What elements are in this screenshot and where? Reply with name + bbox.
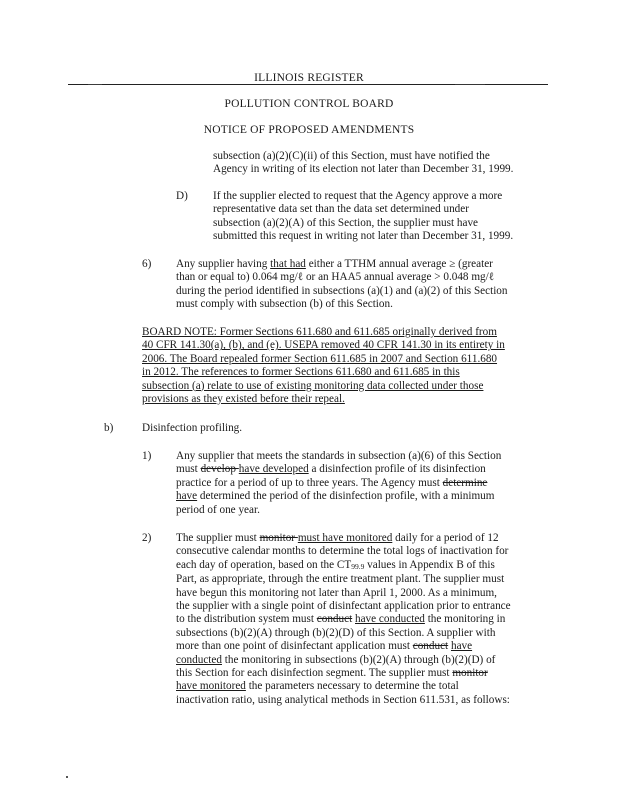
- text-line: inactivation ratio, using analytical methods in Section 611.531, as follows:: [176, 693, 510, 706]
- inserted-text: have: [176, 490, 198, 503]
- text-line: representative data set than the data set determined under: [213, 203, 469, 216]
- text-line: in 2012. The references to former Sections 611.680 and 611.685 in this: [142, 366, 460, 379]
- text-line: consecutive calendar months to determine the total logs of inactivation for: [176, 545, 509, 558]
- text-line: practice for a period of up to three years. The Agency must determine: [176, 476, 488, 489]
- item-b1-marker: 1): [142, 450, 152, 462]
- deleted-text: conduct: [412, 640, 449, 653]
- deleted-text: monitor: [259, 532, 298, 544]
- inserted-text: have developed: [238, 463, 309, 476]
- item-b2-marker: 2): [142, 532, 152, 544]
- text-line: subsection (a)(2)(A) of this Section, the supplier must have: [213, 216, 479, 229]
- text-line: the supplier with a single point of disinfectant application prior to entrance: [176, 600, 511, 613]
- text-line: subsection (a) relate to use of existing monitoring data collected under those: [142, 379, 484, 392]
- text-line: Any supplier having that had either a TTHM annual average ≥ (greater: [176, 258, 493, 270]
- text-line: have begun this monitoring not later than April 1, 2000. As a minimum,: [176, 586, 497, 599]
- scan-speck: [66, 776, 68, 778]
- inserted-text: that had: [270, 258, 306, 270]
- text-line: more than one point of disinfectant application must conduct have: [176, 640, 473, 653]
- item-6-paragraph: [176, 258, 508, 312]
- text-line: provisions as they existed before their repeal.: [142, 393, 345, 406]
- item-d-paragraph: [213, 190, 513, 244]
- text-line: If the supplier elected to request that the Agency approve a more: [213, 190, 503, 202]
- section-b-title: Disinfection profiling.: [142, 422, 243, 434]
- text-line: than or equal to) 0.064 mg/ℓ or an HAA5 annual average > 0.048 mg/ℓ: [176, 271, 495, 284]
- text-line: Part, as appropriate, through the entire treatment plant. The supplier must: [176, 573, 505, 586]
- item-6-marker: 6): [142, 258, 152, 270]
- inserted-text: have conducted: [355, 613, 425, 626]
- scan-speck: [88, 84, 102, 85]
- deleted-text: conduct: [316, 613, 353, 626]
- inserted-text: conducted: [176, 653, 222, 666]
- text-line: Agency in writing of its election not later than December 31, 1999.: [213, 163, 514, 176]
- text-line: each day of operation, based on the CT99.9 values in Appendix B of this: [176, 558, 495, 571]
- deleted-text: develop: [200, 463, 239, 476]
- inserted-text: have: [450, 640, 473, 653]
- text-line: subsections (b)(2)(A) through (b)(2)(D) of this Section. A supplier with: [176, 626, 496, 639]
- text-line: this Section for each disinfection segment. The supplier must monitor: [176, 667, 488, 680]
- item-d-marker: D): [176, 190, 188, 202]
- item-b2-paragraph: [176, 532, 511, 707]
- text-line: have monitored the parameters necessary to determine the total: [176, 680, 459, 693]
- text-line: The supplier must monitor must have monitored daily for a period of 12: [176, 532, 499, 544]
- continued-paragraph: [213, 150, 513, 177]
- text-line: BOARD NOTE: Former Sections 611.680 and 611.685 originally derived from: [142, 326, 497, 338]
- board-title: POLLUTION CONTROL BOARD: [224, 98, 394, 110]
- board-note: [142, 326, 505, 406]
- deleted-text: determine: [442, 476, 488, 489]
- register-title: ILLINOIS REGISTER: [254, 72, 364, 84]
- text-line: to the distribution system must conduct have conducted the monitoring in: [176, 613, 506, 626]
- inserted-text: must have monitored: [297, 532, 393, 544]
- scan-speck: [455, 84, 485, 85]
- text-line: subsection (a)(2)(C)(ii) of this Section, must have notified the: [213, 150, 490, 162]
- text-line: submitted this request in writing not later than December 31, 1999.: [213, 230, 514, 243]
- deleted-text: monitor: [452, 667, 488, 680]
- subscript: 99.9: [351, 561, 365, 571]
- text-line: during the period identified in subsections (a)(1) and (a)(2) of this Section: [176, 284, 508, 297]
- text-line: period of one year.: [176, 503, 260, 516]
- item-b1-paragraph: [176, 450, 501, 517]
- text-line: 2006. The Board repealed former Section 611.685 in 2007 and Section 611.680: [142, 352, 498, 365]
- text-line: 40 CFR 141.30(a), (b), and (e). USEPA removed 40 CFR 141.30 in its entirety in: [142, 339, 505, 352]
- text-line: conducted the monitoring in subsections (b)(2)(A) through (b)(2)(D) of: [176, 653, 496, 666]
- text-line: must comply with subsection (b) of this Section.: [176, 298, 393, 311]
- notice-title: NOTICE OF PROPOSED AMENDMENTS: [203, 124, 415, 136]
- section-b-marker: b): [104, 422, 114, 434]
- text-line: have determined the period of the disinfection profile, with a minimum: [176, 490, 495, 503]
- text-line: must develop have developed a disinfection profile of its disinfection: [176, 463, 486, 476]
- inserted-text: have monitored: [176, 680, 246, 693]
- text-line: Any supplier that meets the standards in subsection (a)(6) of this Section: [176, 450, 502, 462]
